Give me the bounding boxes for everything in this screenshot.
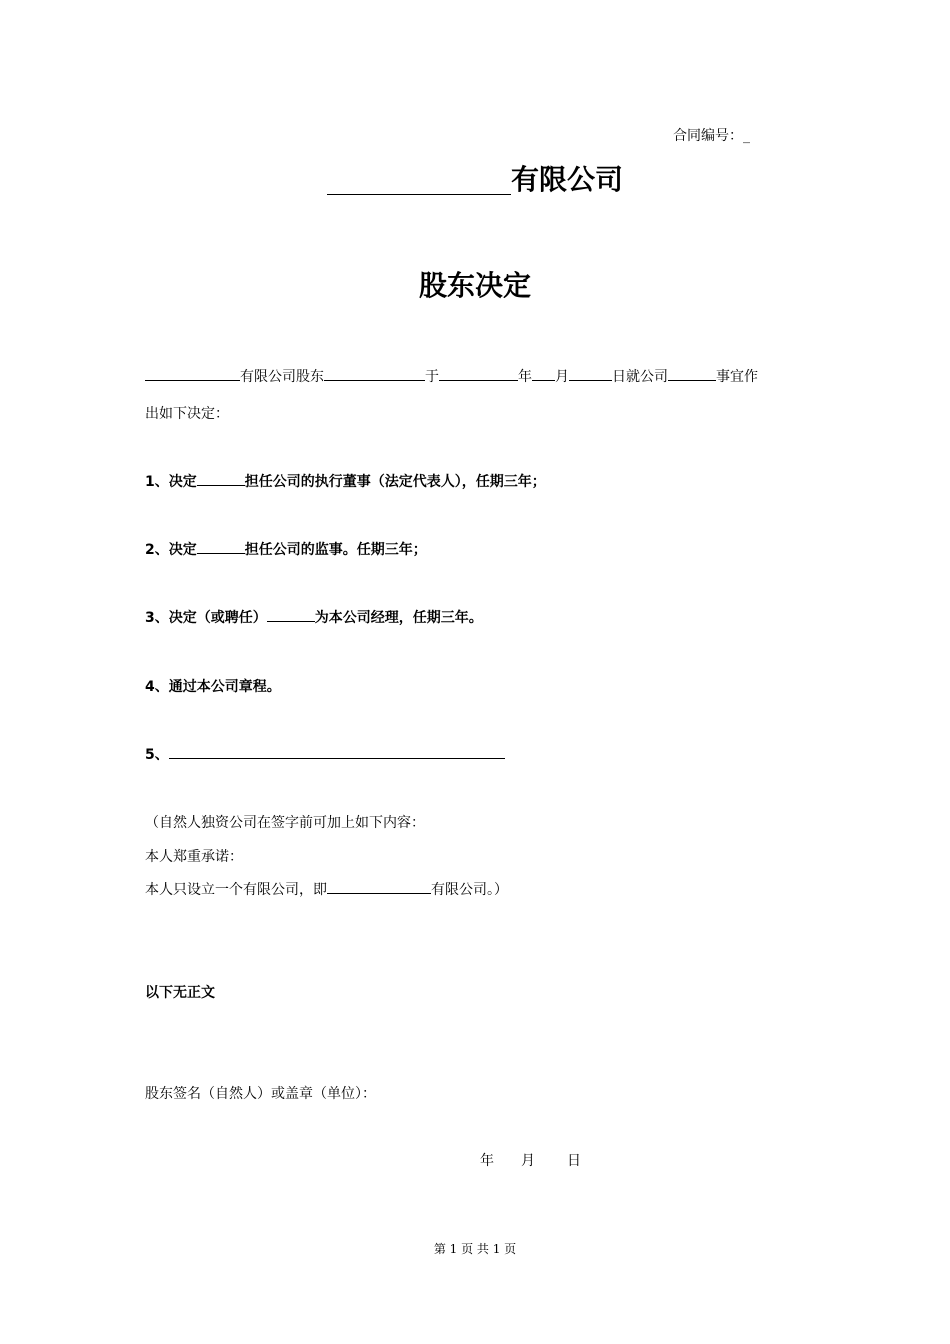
intro-line-2: 出如下决定： — [145, 406, 229, 422]
intro-text-5: 日就公司 — [612, 369, 668, 385]
month-blank[interactable] — [532, 366, 555, 381]
date-day: 日 — [567, 1153, 581, 1169]
page-number: 第 1 页 共 1 页 — [433, 1242, 517, 1256]
day-blank[interactable] — [569, 366, 612, 381]
intro-line-1 — [145, 366, 758, 386]
signature-label: 股东签名（自然人）或盖章（单位）： — [145, 1086, 376, 1102]
end-of-text: 以下无正文 — [145, 985, 215, 1001]
shareholder-blank[interactable] — [324, 366, 425, 381]
director-blank[interactable] — [197, 471, 245, 486]
item1-suffix: 担任公司的执行董事（法定代表人），任期三年； — [244, 474, 546, 490]
decision-item-5 — [145, 744, 505, 764]
manager-blank[interactable] — [267, 607, 315, 622]
date-month: 月 — [521, 1153, 535, 1169]
decision-item-3 — [145, 607, 483, 627]
item3-suffix: 为本公司经理，任期三年。 — [314, 610, 483, 626]
decision-item-2 — [145, 539, 427, 559]
note-line-3-prefix: 本人只设立一个有限公司，即 — [145, 882, 327, 898]
year-blank[interactable] — [439, 366, 518, 381]
item3-prefix: 3、决定（或聘任） — [145, 610, 267, 626]
intro-text-4: 月 — [555, 369, 569, 385]
note-line-1: （自然人独资公司在签字前可加上如下内容： — [145, 815, 425, 831]
item5-blank[interactable] — [169, 744, 505, 759]
item5-prefix: 5、 — [145, 747, 169, 763]
intro-text-3: 年 — [518, 369, 532, 385]
decision-item-4: 4、通过本公司章程。 — [145, 679, 281, 695]
matter-blank[interactable] — [668, 366, 716, 381]
company-blank[interactable] — [145, 366, 240, 381]
date-year: 年 — [480, 1153, 494, 1169]
item2-suffix: 担任公司的监事。任期三年； — [244, 542, 427, 558]
signature-date — [480, 1150, 581, 1170]
contract-number-label: 合同编号：_ — [673, 128, 750, 144]
sole-company-blank[interactable] — [327, 879, 431, 894]
note-line-2: 本人郑重承诺： — [145, 849, 243, 865]
intro-text-1: 有限公司股东 — [240, 369, 324, 385]
item2-prefix: 2、决定 — [145, 542, 197, 558]
item1-prefix: 1、决定 — [145, 474, 197, 490]
company-suffix: 有限公司 — [510, 163, 623, 196]
note-line-3 — [145, 879, 508, 899]
company-name-blank[interactable] — [327, 164, 511, 195]
document-title: 股东决定 — [418, 269, 531, 302]
intro-text-6: 事宜作 — [716, 369, 758, 385]
note-line-3-suffix: 有限公司。） — [431, 882, 508, 898]
intro-text-2: 于 — [425, 369, 439, 385]
decision-item-1 — [145, 471, 546, 491]
supervisor-blank[interactable] — [197, 539, 245, 554]
company-name-title — [0, 158, 950, 198]
